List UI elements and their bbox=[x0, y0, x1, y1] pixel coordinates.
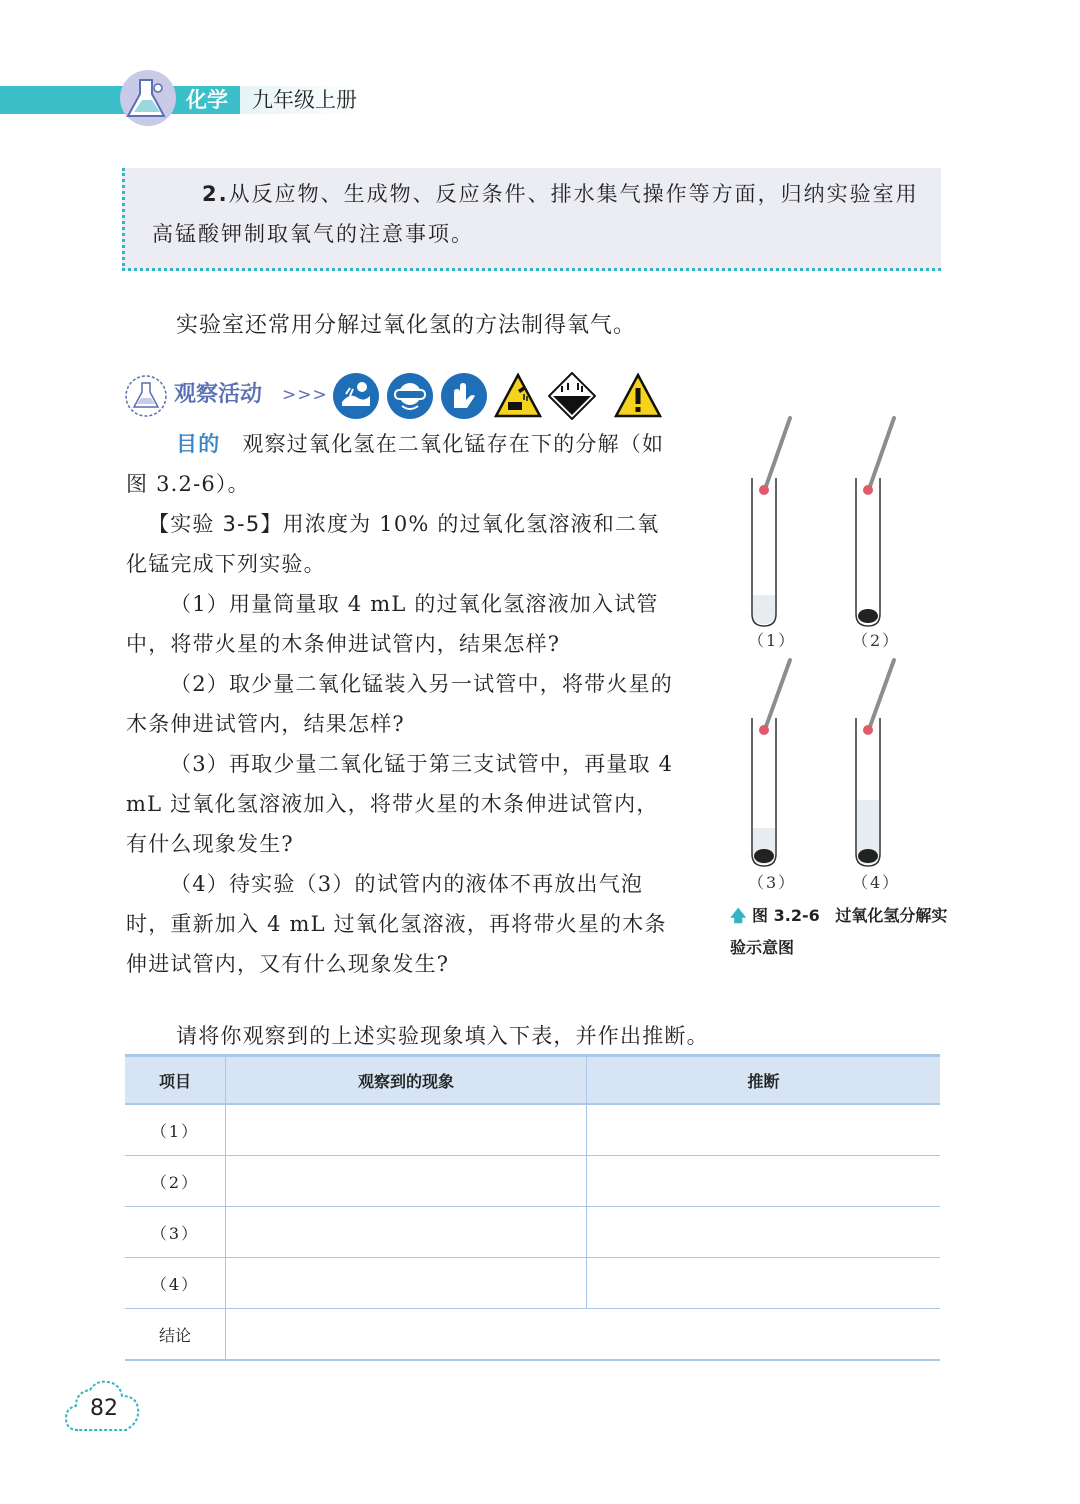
grade-title: 九年级上册 bbox=[252, 88, 357, 112]
tube-label-2: （2） bbox=[852, 631, 901, 650]
header-item: 项目 bbox=[125, 1056, 226, 1105]
step-2 bbox=[126, 664, 676, 744]
step-3-text: （3）再取少量二氧化锰于第三支试管中，再量取 4 mL 过氧化氢溶液加入，将带火星的木条伸进试管内，有什么现象发生? bbox=[126, 752, 674, 856]
figure-title: 过氧化氢分解实验示意图 bbox=[730, 906, 948, 957]
exclamation-warning-icon bbox=[614, 372, 662, 420]
conclusion-cell[interactable] bbox=[226, 1309, 941, 1361]
figure-number: 图 3.2-6 bbox=[752, 906, 820, 925]
tube-label-3: （3） bbox=[748, 873, 797, 892]
row-label: （3） bbox=[125, 1207, 226, 1258]
observation-cell[interactable] bbox=[226, 1258, 587, 1309]
conclusion-row bbox=[125, 1309, 940, 1361]
goggles-icon bbox=[386, 372, 434, 420]
step-4 bbox=[126, 864, 676, 984]
purpose-label: 目的 bbox=[176, 432, 221, 456]
test-tube-3 bbox=[752, 660, 790, 866]
activity-title: 观察活动 bbox=[174, 382, 263, 407]
observation-table bbox=[125, 1054, 940, 1361]
inference-cell[interactable] bbox=[587, 1258, 941, 1309]
row-label: （2） bbox=[125, 1156, 226, 1207]
flask-logo-icon bbox=[118, 68, 178, 128]
conclusion-label: 结论 bbox=[125, 1309, 226, 1361]
step-1-text: （1）用量筒量取 4 mL 的过氧化氢溶液加入试管中，将带火星的木条伸进试管内，结果怎样? bbox=[126, 592, 659, 656]
tube-label-1: （1） bbox=[748, 631, 797, 650]
corrosive-warning-icon bbox=[494, 372, 542, 420]
gloves-icon bbox=[440, 372, 488, 420]
header-inference: 推断 bbox=[587, 1056, 941, 1105]
question-number: 2. bbox=[202, 182, 229, 206]
activity-chevrons: >>> bbox=[282, 385, 328, 405]
up-arrow-icon: 🡅 bbox=[730, 906, 747, 925]
header-observation: 观察到的现象 bbox=[226, 1056, 587, 1105]
experiment-text: 用浓度为 10% 的过氧化氢溶液和二氧化锰完成下列实验。 bbox=[126, 512, 660, 576]
test-tube-1 bbox=[752, 418, 790, 626]
purpose-text: 观察过氧化氢在二氧化锰存在下的分解（如图 3.2-6）。 bbox=[126, 432, 665, 496]
step-4-text: （4）待实验（3）的试管内的液体不再放出气泡时，重新加入 4 mL 过氧化氢溶液，再将带火星的木条伸进试管内，又有什么现象发生? bbox=[126, 872, 667, 976]
inference-cell[interactable] bbox=[587, 1104, 941, 1156]
question-text bbox=[152, 174, 932, 254]
page-number: 82 bbox=[90, 1396, 118, 1421]
table-row bbox=[125, 1156, 940, 1207]
table-row bbox=[125, 1104, 940, 1156]
row-label: （4） bbox=[125, 1258, 226, 1309]
experiment-paragraph bbox=[126, 504, 676, 584]
experiment-label: 【实验 3-5】 bbox=[148, 512, 283, 536]
table-header-row bbox=[125, 1056, 940, 1105]
subject-title: 化学 bbox=[186, 88, 228, 112]
observation-cell[interactable] bbox=[226, 1104, 587, 1156]
corrosive-diamond-icon bbox=[548, 372, 596, 420]
step-3 bbox=[126, 744, 676, 864]
question-body: 从反应物、生成物、反应条件、排水集气操作等方面，归纳实验室用高锰酸钾制取氧气的注意事项。 bbox=[152, 182, 919, 246]
intro-paragraph: 实验室还常用分解过氧化氢的方法制得氧气。 bbox=[176, 313, 637, 338]
inference-cell[interactable] bbox=[587, 1156, 941, 1207]
test-tube-4 bbox=[856, 660, 894, 866]
inference-cell[interactable] bbox=[587, 1207, 941, 1258]
tube-label-4: （4） bbox=[852, 873, 901, 892]
eye-wash-icon bbox=[332, 372, 380, 420]
figure-caption bbox=[730, 900, 950, 964]
observation-cell[interactable] bbox=[226, 1207, 587, 1258]
table-row bbox=[125, 1258, 940, 1309]
purpose-paragraph bbox=[126, 424, 676, 504]
table-row bbox=[125, 1207, 940, 1258]
table-intro: 请将你观察到的上述实验现象填入下表，并作出推断。 bbox=[176, 1024, 709, 1048]
step-1 bbox=[126, 584, 676, 664]
row-label: （1） bbox=[125, 1104, 226, 1156]
test-tube-2 bbox=[856, 418, 894, 626]
step-2-text: （2）取少量二氧化锰装入另一试管中，将带火星的木条伸进试管内，结果怎样? bbox=[126, 672, 673, 736]
observation-cell[interactable] bbox=[226, 1156, 587, 1207]
observe-flask-icon bbox=[124, 374, 168, 418]
